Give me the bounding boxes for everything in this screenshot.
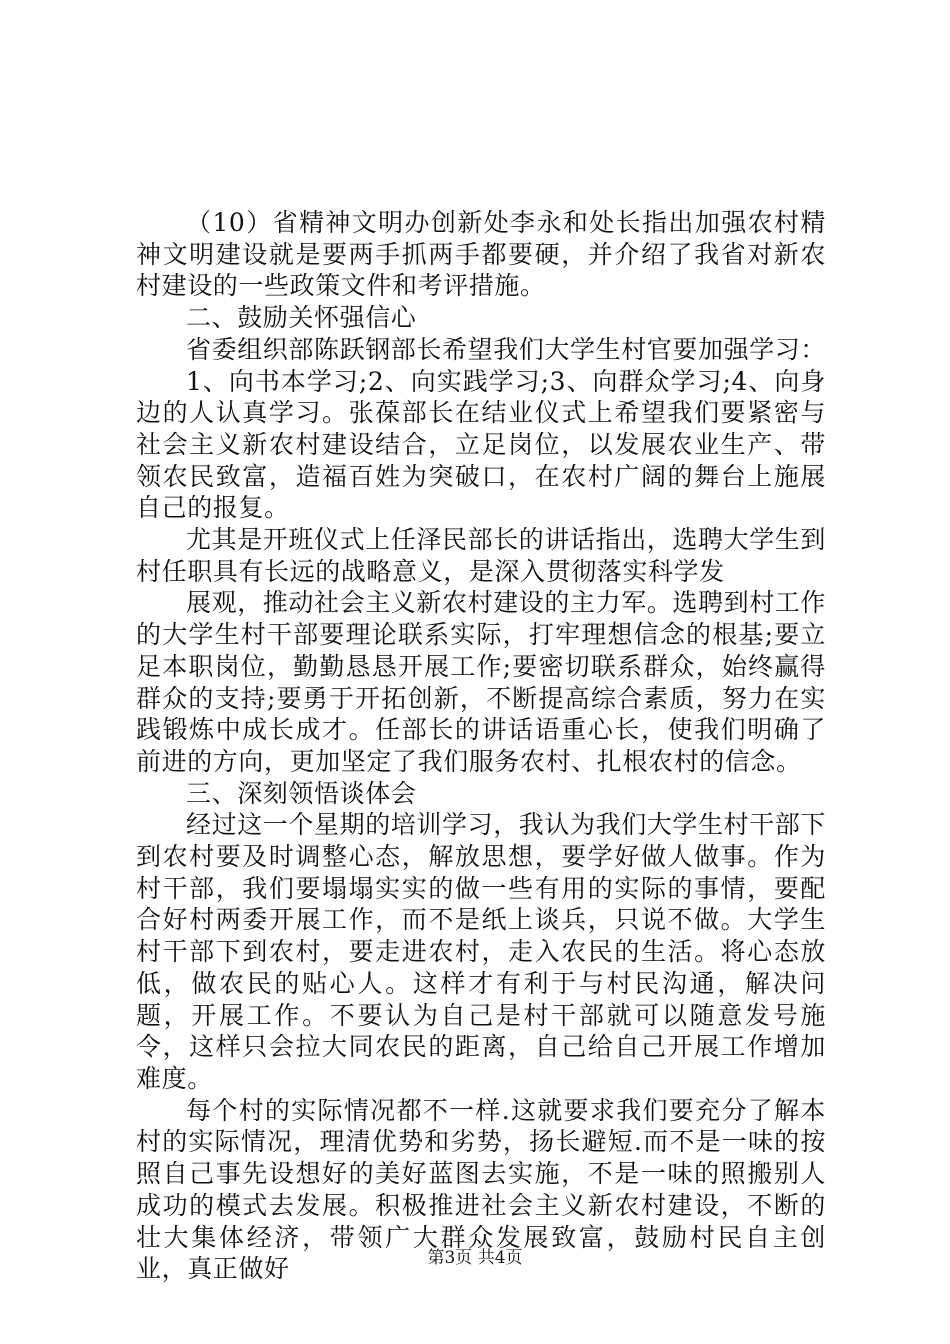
paragraph-1: （10）省精神文明办创新处李永和处长指出加强农村精神文明建设就是要两手抓两手都要硬，并介绍了我省对新农村建设的一些政策文件和考评措施。: [136, 208, 826, 301]
paragraph-5: 展观，推动社会主义新农村建设的主力军。选聘到村工作的大学生村干部要理论联系实际，打牢理想信念的根基;要立足本职岗位，勤勤恳恳开展工作;要密切联系群众，始终赢得群众的支持;要勇于开拓创新，不断提高综合素质，努力在实践锻炼中成长成才。任部长的讲话语重心长，使我们明确了前进的方向，更加坚定了我们服务农村、扎根农村的信念。: [136, 588, 827, 776]
paragraph-6: 经过这一个星期的培训学习，我认为我们大学生村干部下到农村要及时调整心态，解放思想，要学好做人做事。作为村干部，我们要塌塌实实的做一些有用的实际的事情，要配合好村两委开展工作，而不是纸上谈兵，只说不做。大学生村干部下到农村，要走进农村，走入农民的生活。将心态放低，做农民的贴心人。这样才有利于与村民沟通，解决问题，开展工作。不要认为自己是村干部就可以随意发号施令，这样只会拉大同农民的距离，自己给自己开展工作增加难度。: [136, 810, 827, 1093]
page-number-label: 第3页 共4页: [427, 1248, 523, 1268]
paragraph-7: 每个村的实际情况都不一样.这就要求我们要充分了解本村的实际情况，理清优势和劣势，扬长避短.而不是一味的按照自己事先设想好的美好蓝图去实施，不是一味的照搬别人成功的模式去发展。积极推进社会主义新农村建设，不断的壮大集体经济，带领广大群众发展致富，鼓励村民自主创业，真正做好: [136, 1095, 826, 1284]
page-footer: [0, 1243, 950, 1268]
section-heading-3: 三、深刻领悟谈体会: [186, 778, 417, 808]
section-heading-2: 二、鼓励关怀强信心: [186, 303, 417, 333]
paragraph-3: 1、向书本学习;2、向实践学习;3、向群众学习;4、向身边的人认真学习。张葆部长在结业仪式上希望我们要紧密与社会主义新农村建设结合，立足岗位，以发展农业生产、带领农民致富，造福百姓为突破口，在农村广阔的舞台上施展自己的报复。: [136, 366, 826, 523]
paragraph-2: 省委组织部陈跃钢部长希望我们大学生村官要加强学习：: [186, 334, 827, 364]
paragraph-4: 尤其是开班仪式上任泽民部长的讲话指出，选聘大学生到村任职具有长远的战略意义，是深入贯彻落实科学发: [136, 525, 827, 586]
document-body: [136, 207, 826, 1285]
